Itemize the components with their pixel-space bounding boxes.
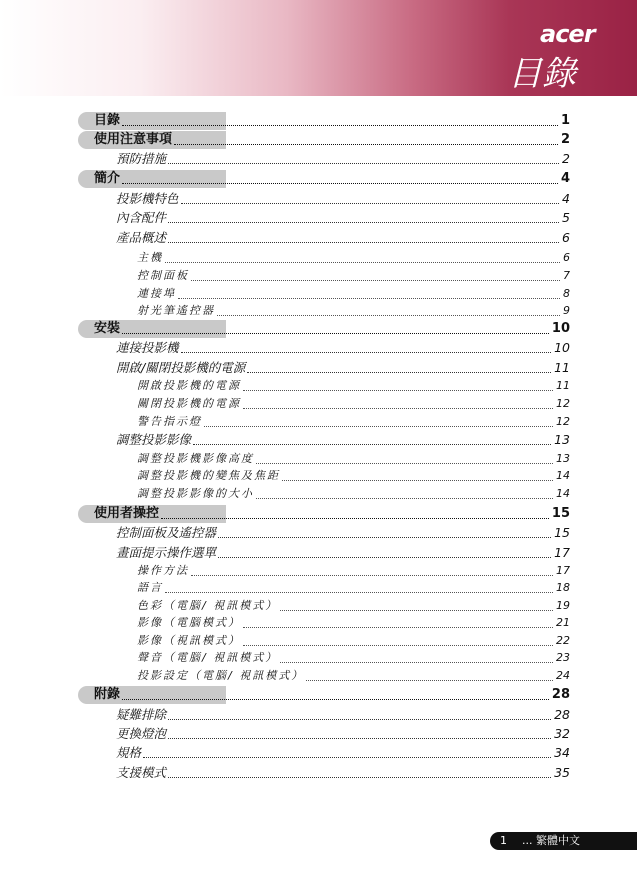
toc-entry-page: 5 — [562, 210, 570, 225]
toc-entry-label: 簡介 — [94, 171, 121, 186]
toc-entry-label: 支援模式 — [116, 765, 167, 780]
toc-entry-label: 調整投影影像的大小 — [137, 487, 254, 500]
toc-leader-dots — [218, 524, 551, 538]
toc-entry-page: 11 — [554, 360, 570, 375]
toc-leader-dots — [181, 190, 559, 204]
toc-leader-dots — [178, 285, 560, 299]
toc-entry-label: 主機 — [137, 251, 163, 264]
toc-entry-label: 投影機特色 — [116, 191, 179, 206]
toc-entry-page: 2 — [562, 151, 570, 166]
toc-leader-dots — [306, 667, 553, 681]
toc-entry-label: 規格 — [116, 745, 142, 760]
toc-entry-page: 8 — [563, 287, 570, 300]
toc-entry[interactable] — [0, 170, 637, 188]
toc-entry[interactable] — [0, 413, 637, 431]
toc-leader-dots — [122, 686, 549, 700]
toc-entry-page: 19 — [556, 599, 570, 612]
toc-entry-label: 色彩（電腦/ 視訊模式） — [137, 599, 279, 612]
toc-entry-label: 操作方法 — [137, 564, 189, 577]
toc-entry-page: 18 — [556, 581, 570, 594]
toc-entry[interactable] — [0, 339, 637, 357]
toc-entry[interactable] — [0, 267, 637, 285]
toc-entry-label: 目錄 — [94, 113, 121, 128]
toc-entry-page: 13 — [556, 452, 570, 465]
toc-leader-dots — [243, 395, 553, 409]
toc-entry[interactable] — [0, 467, 637, 485]
toc-entry-label: 使用注意事項 — [94, 132, 173, 147]
toc-entry-page: 15 — [554, 525, 570, 540]
toc-entry-label: 更換燈泡 — [116, 726, 167, 741]
toc-leader-dots — [165, 579, 553, 593]
toc-entry-page: 22 — [556, 634, 570, 647]
toc-entry-label: 產品概述 — [116, 230, 167, 245]
toc-leader-dots — [168, 209, 559, 223]
page-title: 目錄 — [508, 54, 576, 94]
toc-entry-label: 內含配件 — [116, 210, 167, 225]
toc-entry-label: 連接投影機 — [116, 340, 179, 355]
toc-entry[interactable] — [0, 649, 637, 667]
toc-entry-label: 語言 — [137, 581, 163, 594]
toc-entry-label: 控制面板 — [137, 269, 189, 282]
header-banner — [0, 0, 637, 96]
toc-entry-label: 安裝 — [94, 321, 121, 336]
toc-entry-page: 21 — [556, 616, 570, 629]
toc-entry-page: 4 — [560, 171, 570, 186]
toc-entry[interactable] — [0, 667, 637, 685]
toc-entry[interactable] — [0, 725, 637, 743]
toc-entry[interactable] — [0, 249, 637, 267]
toc-entry-page: 17 — [556, 564, 570, 577]
toc-leader-dots — [168, 706, 551, 720]
toc-entry-page: 7 — [563, 269, 570, 282]
toc-entry-label: 調整投影機影像高度 — [137, 452, 254, 465]
toc-entry[interactable] — [0, 450, 637, 468]
toc-leader-dots — [191, 562, 553, 576]
toc-entry-page: 34 — [554, 745, 570, 760]
toc-leader-dots — [191, 267, 560, 281]
toc-entry[interactable] — [0, 431, 637, 449]
toc-entry[interactable] — [0, 686, 637, 704]
toc-entry-label: 警告指示燈 — [137, 415, 202, 428]
toc-leader-dots — [168, 725, 551, 739]
toc-entry-label: 控制面板及遙控器 — [116, 525, 217, 540]
toc-entry[interactable] — [0, 614, 637, 632]
toc-entry-label: 關閉投影機的電源 — [137, 397, 241, 410]
toc-entry-page: 10 — [554, 340, 570, 355]
toc-entry-label: 疑難排除 — [116, 707, 167, 722]
toc-entry-page: 6 — [562, 230, 570, 245]
toc-leader-dots — [161, 505, 549, 519]
toc-entry-page: 9 — [563, 304, 570, 317]
toc-leader-dots — [243, 377, 553, 391]
toc-entry-label: 附錄 — [94, 687, 121, 702]
toc-entry[interactable] — [0, 632, 637, 650]
footer-page-number: 1 — [500, 834, 507, 847]
toc-entry[interactable] — [0, 505, 637, 523]
toc-leader-dots — [168, 764, 551, 778]
toc-leader-dots — [204, 413, 553, 427]
toc-leader-dots — [122, 320, 549, 334]
toc-leader-dots — [217, 302, 560, 316]
toc-entry-page: 14 — [556, 469, 570, 482]
toc-entry[interactable] — [0, 562, 637, 580]
toc-entry-page: 28 — [551, 687, 570, 702]
toc-leader-dots — [168, 150, 559, 164]
acer-logo: acer — [540, 20, 595, 48]
toc-entry[interactable] — [0, 597, 637, 615]
toc-leader-dots — [165, 249, 560, 263]
toc-leader-dots — [218, 544, 551, 558]
toc-leader-dots — [256, 450, 553, 464]
toc-entry-label: 影像（電腦模式） — [137, 616, 241, 629]
toc-entry-page: 13 — [554, 432, 570, 447]
toc-entry-page: 10 — [551, 321, 570, 336]
toc-entry-page: 4 — [562, 191, 570, 206]
toc-entry-page: 17 — [554, 545, 570, 560]
toc-leader-dots — [168, 229, 559, 243]
toc-leader-dots — [181, 339, 551, 353]
toc-entry[interactable] — [0, 744, 637, 762]
toc-entry-label: 畫面提示操作選單 — [116, 545, 217, 560]
toc-entry[interactable] — [0, 359, 637, 377]
toc-entry-label: 調整投影影像 — [116, 432, 192, 447]
toc-leader-dots — [174, 131, 558, 145]
toc-entry-label: 射光筆遙控器 — [137, 304, 215, 317]
toc-entry[interactable] — [0, 764, 637, 782]
toc-entry[interactable] — [0, 485, 637, 503]
toc-entry-page: 11 — [556, 379, 570, 392]
toc-entry[interactable] — [0, 706, 637, 724]
toc-entry-label: 開啟投影機的電源 — [137, 379, 241, 392]
toc-entry[interactable] — [0, 377, 637, 395]
toc-entry-page: 15 — [551, 506, 570, 521]
toc-entry-page: 12 — [556, 397, 570, 410]
toc-entry-label: 投影設定（電腦/ 視訊模式） — [137, 669, 305, 682]
toc-leader-dots — [122, 170, 558, 184]
toc-entry-page: 35 — [554, 765, 570, 780]
toc-entry-page: 2 — [560, 132, 570, 147]
toc-leader-dots — [193, 431, 551, 445]
toc-entry[interactable] — [0, 285, 637, 303]
toc-entry[interactable] — [0, 579, 637, 597]
toc-leader-dots — [143, 744, 551, 758]
toc-leader-dots — [282, 467, 553, 481]
toc-entry-label: 開啟/關閉投影機的電源 — [116, 360, 246, 375]
toc-leader-dots — [247, 359, 551, 373]
toc-entry[interactable] — [0, 190, 637, 208]
toc-entry[interactable] — [0, 150, 637, 168]
toc-entry-page: 1 — [560, 113, 570, 128]
toc-entry[interactable] — [0, 544, 637, 562]
toc-entry[interactable] — [0, 112, 637, 130]
toc-entry-label: 連接埠 — [137, 287, 176, 300]
toc-entry-label: 使用者操控 — [94, 506, 160, 521]
toc-entry-page: 24 — [556, 669, 570, 682]
toc-entry-page: 28 — [554, 707, 570, 722]
toc-entry[interactable] — [0, 131, 637, 149]
toc-entry[interactable] — [0, 320, 637, 338]
toc-entry-page: 6 — [563, 251, 570, 264]
toc-leader-dots — [243, 614, 553, 628]
toc-entry[interactable] — [0, 302, 637, 320]
footer-language: ... 繁體中文 — [522, 834, 580, 847]
toc-entry-page: 12 — [556, 415, 570, 428]
toc-entry[interactable] — [0, 209, 637, 227]
toc-entry[interactable] — [0, 229, 637, 247]
toc-entry-label: 影像（視訊模式） — [137, 634, 241, 647]
toc-entry-label: 調整投影機的變焦及焦距 — [137, 469, 280, 482]
toc-entry-page: 14 — [556, 487, 570, 500]
toc-leader-dots — [256, 485, 553, 499]
toc-entry-page: 32 — [554, 726, 570, 741]
toc-entry[interactable] — [0, 395, 637, 413]
toc-leader-dots — [122, 112, 558, 126]
toc-entry[interactable] — [0, 524, 637, 542]
toc-leader-dots — [280, 597, 553, 611]
toc-entry-label: 聲音（電腦/ 視訊模式） — [137, 651, 279, 664]
toc-entry-label: 預防措施 — [116, 151, 167, 166]
toc-leader-dots — [243, 632, 553, 646]
toc-entry-page: 23 — [556, 651, 570, 664]
toc-leader-dots — [280, 649, 553, 663]
